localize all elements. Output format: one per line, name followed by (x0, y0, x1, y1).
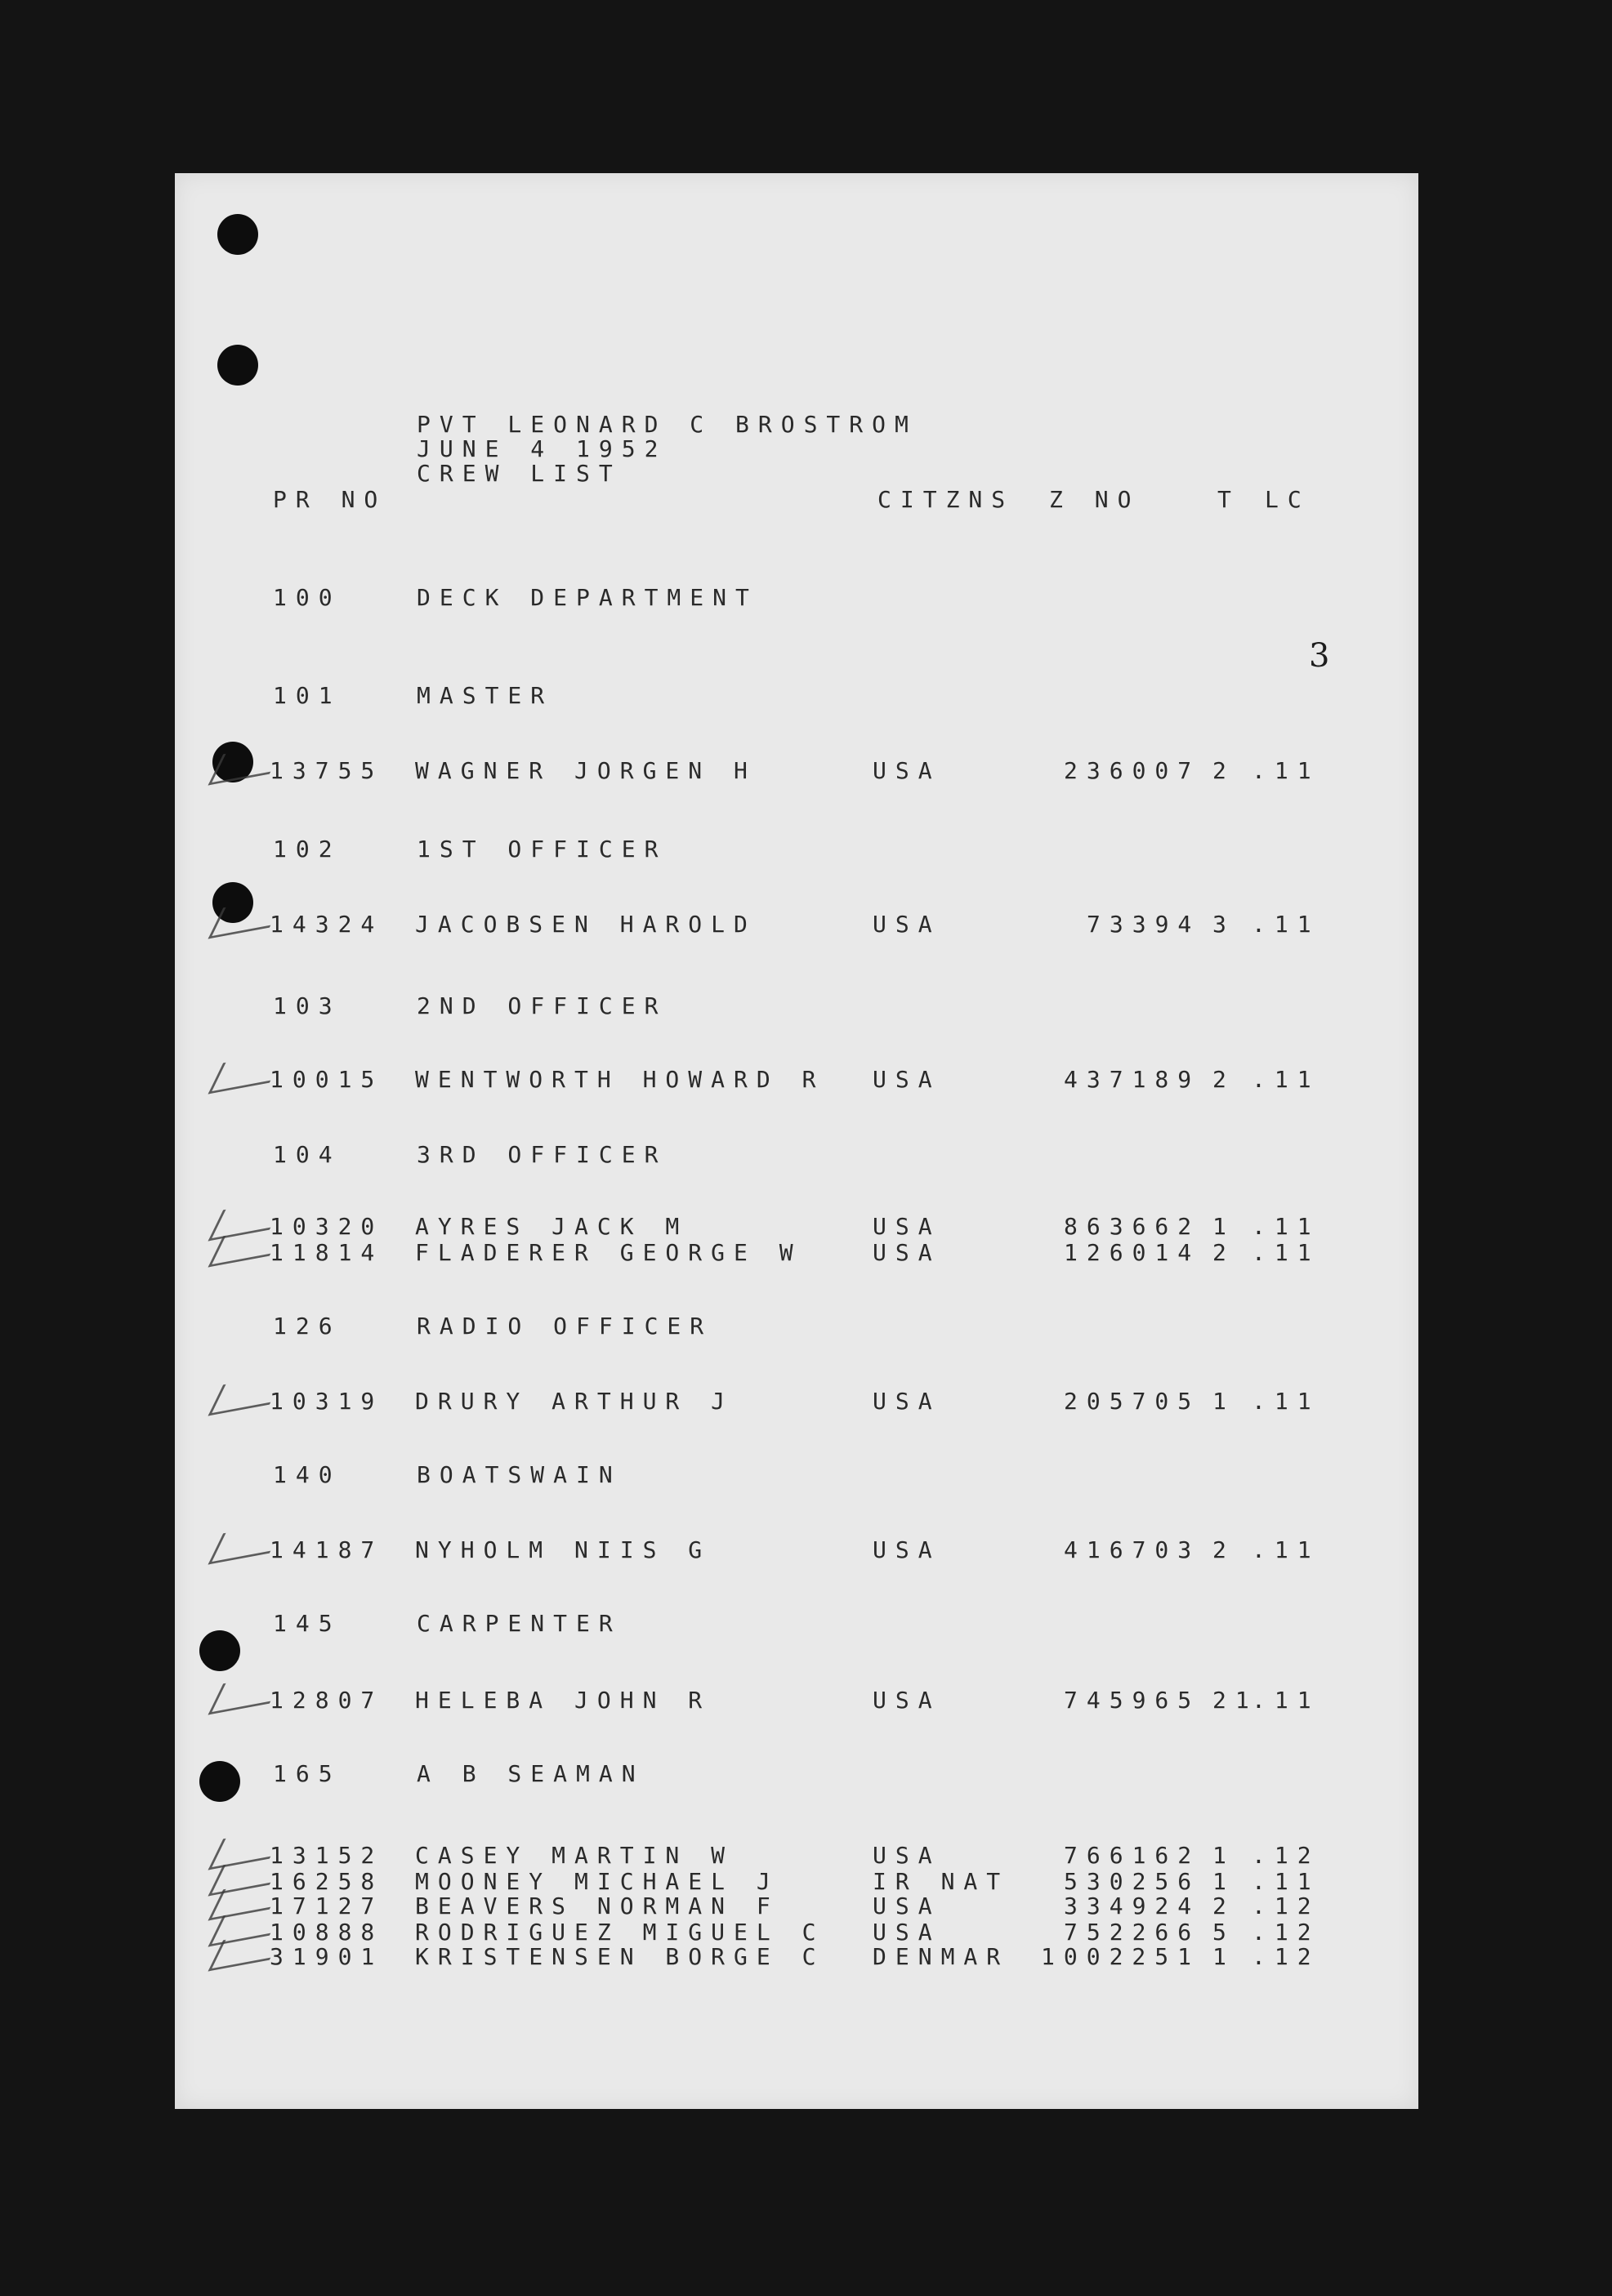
crew-name: WENTWORTH HOWARD R (415, 1066, 825, 1093)
col-z-no-header: Z NO (1049, 486, 1141, 513)
col-citizenship-header: CITZNS (877, 486, 1015, 513)
crew-row (175, 1063, 1418, 1096)
crew-name: AYRES JACK M (415, 1213, 689, 1240)
position-heading (175, 680, 1418, 712)
col-number-header: PR NO (273, 486, 387, 513)
crew-lc: .11 (1252, 1687, 1320, 1714)
crew-lc: .12 (1252, 1893, 1320, 1919)
crew-name: MOONEY MICHAEL J (415, 1868, 779, 1895)
department-name: DECK DEPARTMENT (417, 584, 758, 611)
position-code: 101 (273, 682, 342, 709)
crew-number: 14324 (270, 911, 384, 938)
crew-citizenship: DENMAR (873, 1943, 1010, 1970)
crew-number: 13755 (270, 757, 384, 784)
crew-citizenship: USA (873, 1842, 941, 1869)
crew-lc: .11 (1252, 1536, 1320, 1563)
crew-t: 2 (1212, 1239, 1235, 1266)
crew-citizenship: USA (873, 1893, 941, 1919)
position-title: 2ND OFFICER (417, 992, 668, 1019)
margin-note: 3 (1309, 637, 1330, 675)
position-code: 165 (273, 1760, 342, 1787)
position-title: BOATSWAIN (417, 1461, 622, 1488)
column-header-row (175, 484, 1418, 516)
crew-name: WAGNER JORGEN H (415, 757, 757, 784)
crew-z-no: 766162 (1064, 1842, 1201, 1869)
list-date: JUNE 4 1952 (417, 435, 668, 462)
crew-t: 2 (1212, 1066, 1235, 1093)
crew-lc: .11 (1252, 1868, 1320, 1895)
position-heading (175, 1459, 1418, 1491)
crew-citizenship: USA (873, 757, 941, 784)
crew-lc: .12 (1252, 1919, 1320, 1946)
crew-number: 12807 (270, 1687, 384, 1714)
crew-row (175, 1237, 1418, 1269)
crew-t: 1 (1212, 1842, 1235, 1869)
crew-number: 10320 (270, 1213, 384, 1240)
crew-citizenship: IR NAT (873, 1868, 1010, 1895)
crew-list-page (175, 173, 1418, 2109)
crew-z-no: 530256 (1064, 1868, 1201, 1895)
department-code: 100 (273, 584, 342, 611)
crew-t: 1 (1212, 1213, 1235, 1240)
crew-z-no: 205705 (1064, 1388, 1201, 1415)
position-code: 140 (273, 1461, 342, 1488)
position-code: 103 (273, 992, 342, 1019)
position-title: A B SEAMAN (417, 1760, 645, 1787)
crew-row (175, 755, 1418, 787)
crew-number: 10888 (270, 1919, 384, 1946)
crew-t: 21 (1212, 1687, 1258, 1714)
department-heading (175, 582, 1418, 614)
crew-lc: .12 (1252, 1842, 1320, 1869)
crew-lc: .11 (1252, 1066, 1320, 1093)
crew-citizenship: USA (873, 1239, 941, 1266)
position-heading (175, 990, 1418, 1023)
crew-lc: .11 (1252, 757, 1320, 784)
crew-name: JACOBSEN HAROLD (415, 911, 757, 938)
crew-t: 2 (1212, 1536, 1235, 1563)
crew-row (175, 1941, 1418, 1973)
crew-lc: .11 (1252, 911, 1320, 938)
position-heading (175, 1139, 1418, 1171)
position-title: RADIO OFFICER (417, 1313, 713, 1340)
crew-lc: .11 (1252, 1239, 1320, 1266)
crew-z-no: 73394 (1087, 911, 1201, 938)
crew-t: 5 (1212, 1919, 1235, 1946)
crew-number: 17127 (270, 1893, 384, 1919)
position-heading (175, 1758, 1418, 1790)
crew-t: 1 (1212, 1943, 1235, 1970)
crew-lc: .11 (1252, 1388, 1320, 1415)
crew-name: FLADERER GEORGE W (415, 1239, 802, 1266)
crew-t: 3 (1212, 911, 1235, 938)
crew-name: HELEBA JOHN R (415, 1687, 712, 1714)
crew-number: 14187 (270, 1536, 384, 1563)
crew-z-no: 437189 (1064, 1066, 1201, 1093)
crew-z-no: 1002251 (1041, 1943, 1201, 1970)
crew-number: 16258 (270, 1868, 384, 1895)
position-title: 3RD OFFICER (417, 1141, 668, 1168)
crew-t: 2 (1212, 757, 1235, 784)
position-title: CARPENTER (417, 1610, 622, 1637)
crew-name: KRISTENSEN BORGE C (415, 1943, 825, 1970)
crew-citizenship: USA (873, 1536, 941, 1563)
crew-name: BEAVERS NORMAN F (415, 1893, 779, 1919)
crew-t: 2 (1212, 1893, 1235, 1919)
position-heading (175, 1607, 1418, 1640)
crew-t: 1 (1212, 1868, 1235, 1895)
crew-row (175, 1534, 1418, 1567)
crew-lc: .11 (1252, 1213, 1320, 1240)
crew-z-no: 752266 (1064, 1919, 1201, 1946)
crew-number: 10015 (270, 1066, 384, 1093)
crew-z-no: 126014 (1064, 1239, 1201, 1266)
crew-name: CASEY MARTIN W (415, 1842, 735, 1869)
crew-citizenship: USA (873, 1213, 941, 1240)
crew-number: 11814 (270, 1239, 384, 1266)
crew-name: DRURY ARTHUR J (415, 1388, 735, 1415)
position-code: 104 (273, 1141, 342, 1168)
position-heading (175, 1310, 1418, 1343)
crew-z-no: 416703 (1064, 1536, 1201, 1563)
crew-citizenship: USA (873, 1919, 941, 1946)
crew-number: 31901 (270, 1943, 384, 1970)
col-lc-header: LC (1265, 486, 1311, 513)
ship-name: PVT LEONARD C BROSTROM (417, 411, 918, 438)
crew-z-no: 334924 (1064, 1893, 1201, 1919)
list-title: CREW LIST (417, 460, 622, 487)
crew-citizenship: USA (873, 1388, 941, 1415)
crew-number: 13152 (270, 1842, 384, 1869)
crew-name: NYHOLM NIIS G (415, 1536, 712, 1563)
col-t-header: T (1217, 486, 1240, 513)
crew-z-no: 745965 (1064, 1687, 1201, 1714)
crew-row (175, 908, 1418, 941)
crew-row (175, 1385, 1418, 1418)
position-code: 126 (273, 1313, 342, 1340)
crew-citizenship: USA (873, 911, 941, 938)
crew-z-no: 863662 (1064, 1213, 1201, 1240)
crew-citizenship: USA (873, 1687, 941, 1714)
punch-hole (217, 345, 258, 386)
crew-lc: .12 (1252, 1943, 1320, 1970)
punch-hole (217, 214, 258, 255)
crew-citizenship: USA (873, 1066, 941, 1093)
position-title: MASTER (417, 682, 554, 709)
crew-number: 10319 (270, 1388, 384, 1415)
crew-row (175, 1684, 1418, 1717)
crew-name: RODRIGUEZ MIGUEL C (415, 1919, 825, 1946)
crew-z-no: 236007 (1064, 757, 1201, 784)
position-heading (175, 833, 1418, 866)
position-code: 102 (273, 836, 342, 863)
position-title: 1ST OFFICER (417, 836, 668, 863)
position-code: 145 (273, 1610, 342, 1637)
crew-t: 1 (1212, 1388, 1235, 1415)
